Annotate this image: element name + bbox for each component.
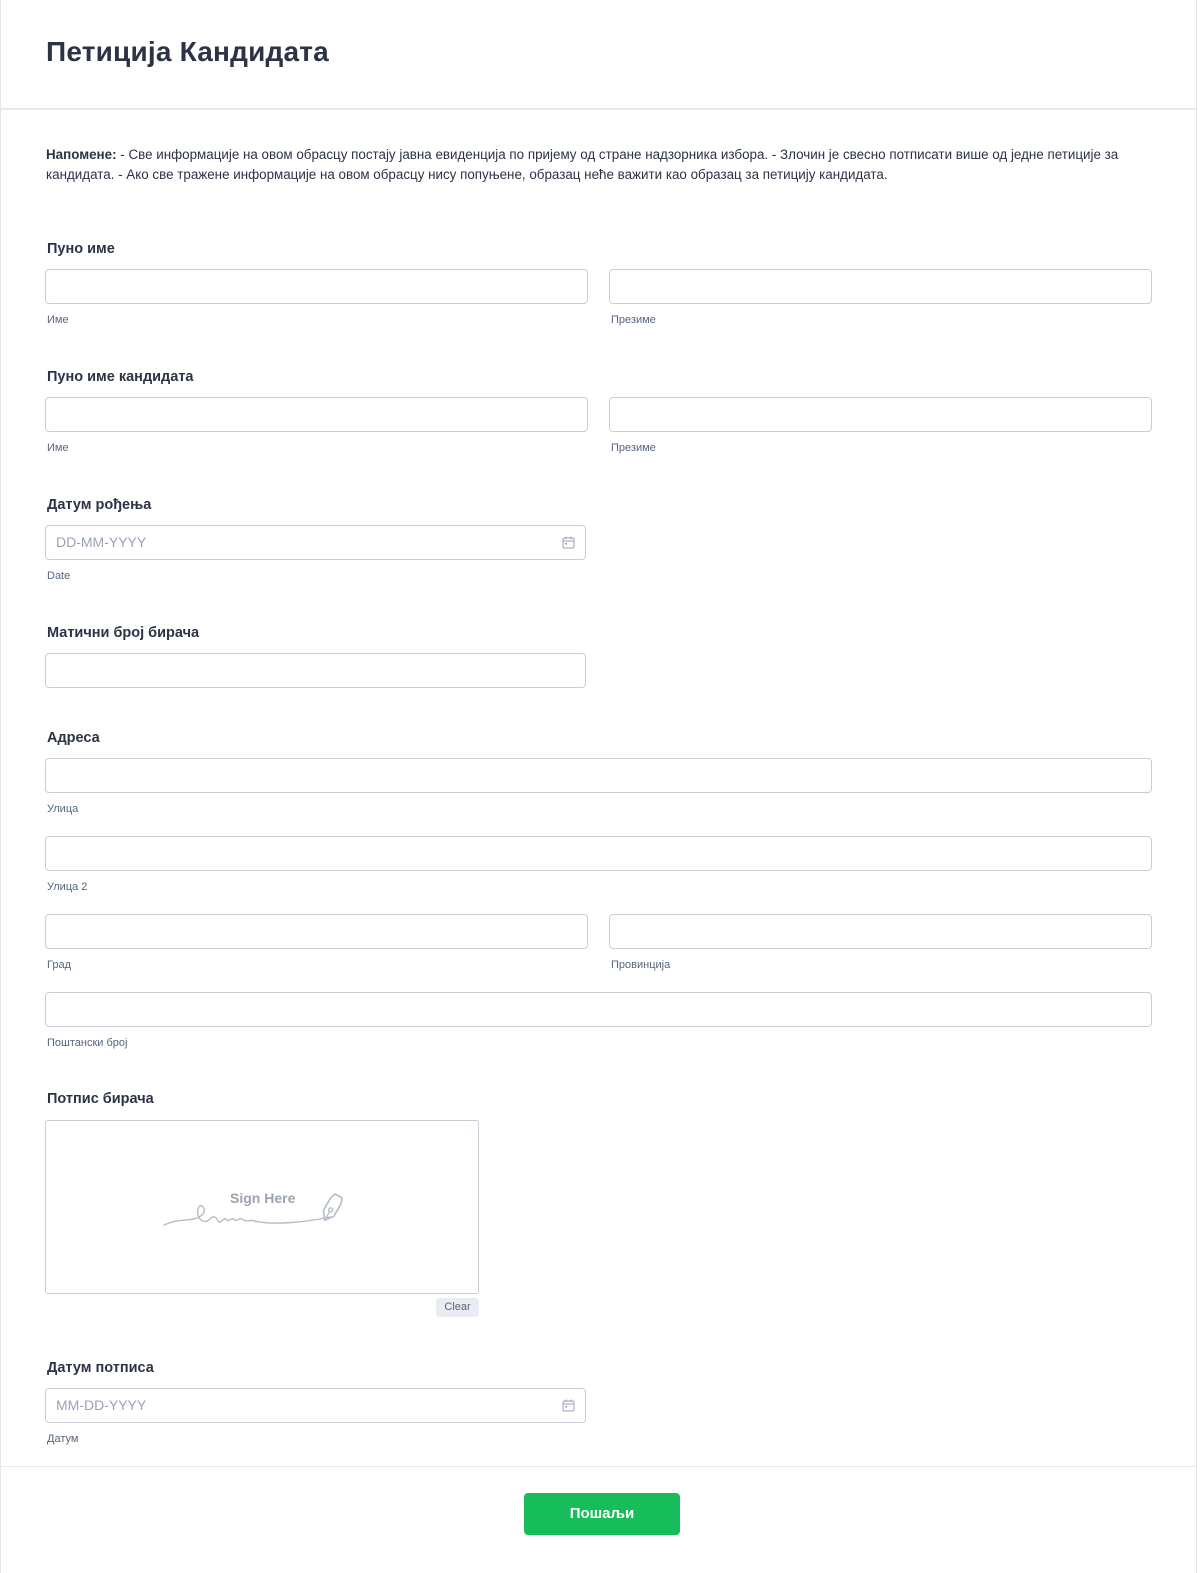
notice-label: Напомене: — [46, 147, 117, 162]
first-name-sublabel: Име — [47, 314, 69, 326]
signature-label: Потпис бирача — [47, 1091, 154, 1107]
signature-date-sublabel: Датум — [47, 1433, 79, 1445]
calendar-icon[interactable] — [562, 536, 575, 549]
full-name-label: Пуно име — [47, 241, 115, 257]
notice-body: - Све информације на овом обрасцу постају јавна евиденција по пријему од стране надзорника избора. - Злочин је свесно потписати више од једне петиције за кандидата. - Ако све тражене информације на овом обрасцу нису попуњене, образац неће важити као образац за петицију кандидата. — [46, 147, 1119, 182]
signature-date-placeholder: MM-DD-YYYY — [56, 1397, 147, 1413]
birth-date-input[interactable] — [45, 525, 586, 560]
postal-code-input[interactable] — [45, 992, 1152, 1027]
submit-button[interactable]: Пошаљи — [524, 1493, 680, 1535]
candidate-first-name-sublabel: Име — [47, 442, 69, 454]
street2-sublabel: Улица 2 — [47, 881, 88, 893]
birth-date-sublabel: Date — [47, 570, 71, 582]
calendar-icon[interactable] — [562, 1399, 575, 1412]
voter-id-label: Матични број бирача — [47, 625, 200, 641]
postal-code-sublabel: Поштански број — [47, 1037, 128, 1049]
last-name-sublabel: Презиме — [611, 314, 656, 326]
birth-date-placeholder: DD-MM-YYYY — [56, 534, 147, 550]
clear-signature-button[interactable]: Clear — [436, 1298, 479, 1317]
city-input[interactable] — [45, 914, 588, 949]
last-name-input[interactable] — [609, 269, 1152, 304]
candidate-name-label: Пуно име кандидата — [47, 369, 194, 385]
address-label: Адреса — [47, 730, 100, 746]
street-input[interactable] — [45, 758, 1152, 793]
candidate-last-name-input[interactable] — [609, 397, 1152, 432]
signature-date-input[interactable] — [45, 1388, 586, 1423]
form-footer — [0, 1466, 1197, 1573]
first-name-input[interactable] — [45, 269, 588, 304]
province-input[interactable] — [609, 914, 1152, 949]
candidate-last-name-sublabel: Презиме — [611, 442, 656, 454]
candidate-first-name-input[interactable] — [45, 397, 588, 432]
street2-input[interactable] — [45, 836, 1152, 871]
pen-icon — [162, 1187, 362, 1231]
voter-id-input[interactable] — [45, 653, 586, 688]
signature-date-label: Датум потписа — [47, 1360, 154, 1376]
signature-pad[interactable] — [45, 1120, 479, 1294]
sign-here-prompt: Sign Here — [230, 1190, 296, 1206]
notice-text — [46, 145, 1156, 185]
form-header — [0, 0, 1197, 110]
city-sublabel: Град — [47, 959, 71, 971]
form-title: Петиција Кандидата — [46, 36, 329, 67]
street-sublabel: Улица — [47, 803, 79, 815]
province-sublabel: Провинција — [611, 959, 671, 971]
birth-date-label: Датум рођења — [47, 497, 152, 513]
